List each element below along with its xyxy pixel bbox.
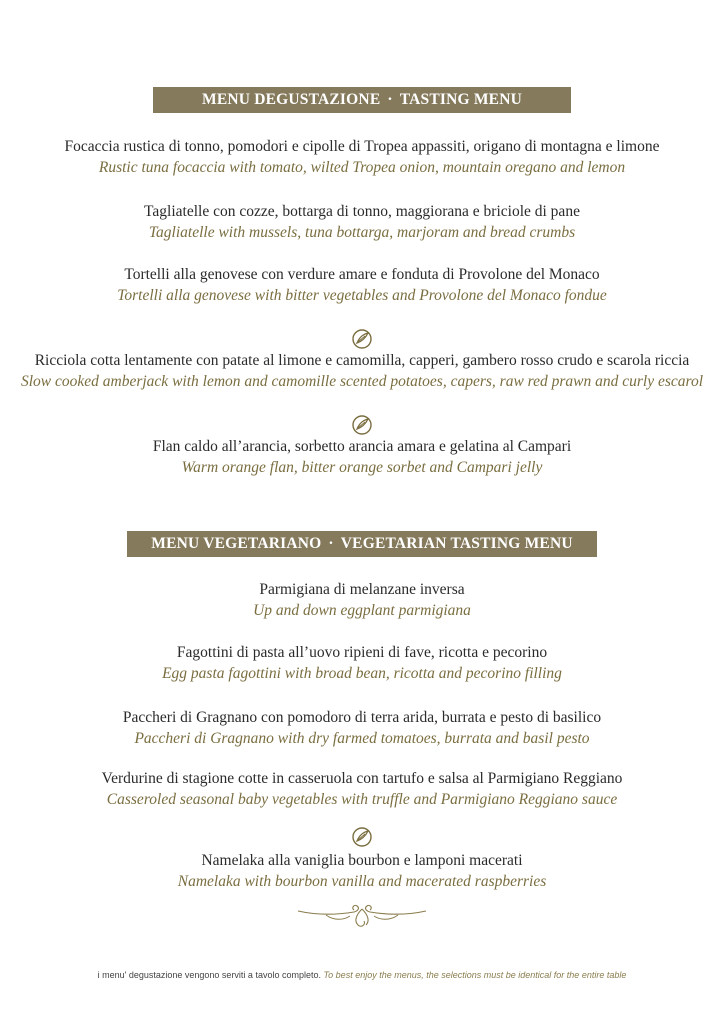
course-name-en: Tagliatelle with mussels, tuna bottarga, marjoram and bread crumbs <box>148 224 576 241</box>
course-name-en: Egg pasta fagottini with broad bean, ricotta and pecorino filling <box>162 665 562 682</box>
leaf-ornament-icon <box>351 414 373 436</box>
course-name-en: Up and down eggplant parmigiana <box>253 602 471 619</box>
course-name-it: Namelaka alla vaniglia bourbon e lamponi macerati <box>201 852 523 869</box>
course-name-en: Namelaka with bourbon vanilla and macerated raspberries <box>177 873 547 890</box>
course-name-it: Tagliatelle con cozze, bottarga di tonno, maggiorana e briciole di pane <box>144 203 580 220</box>
vegetarian-title-separator: · <box>328 535 334 552</box>
tasting-title-it: MENU DEGUSTAZIONE <box>201 91 381 108</box>
vegetarian-course-1 <box>0 580 724 622</box>
vegetarian-course-3 <box>0 708 724 750</box>
vegetarian-title-en: VEGETARIAN TASTING MENU <box>340 535 573 552</box>
course-name-en: Casseroled seasonal baby vegetables with truffle and Parmigiano Reggiano sauce <box>106 791 618 808</box>
course-name-it: Ricciola cotta lentamente con patate al limone e camomilla, capperi, gambero rosso crudo e scarola riccia <box>34 352 690 369</box>
tasting-course-5 <box>0 437 724 479</box>
vegetarian-course-2 <box>0 643 724 685</box>
course-name-en: Slow cooked amberjack with lemon and camomille scented potatoes, capers, raw red prawn and curly escarol <box>20 373 704 390</box>
tasting-title-en: TASTING MENU <box>399 91 522 108</box>
course-name-it: Tortelli alla genovese con verdure amare e fonduta di Provolone del Monaco <box>124 266 600 283</box>
tasting-course-3 <box>0 265 724 307</box>
course-name-it: Verdurine di stagione cotte in casseruola con tartufo e salsa al Parmigiano Reggiano <box>101 770 623 787</box>
vegetarian-course-4 <box>0 769 724 811</box>
course-name-it: Flan caldo all’arancia, sorbetto arancia amara e gelatina al Campari <box>152 438 572 455</box>
tasting-course-2 <box>0 202 724 244</box>
vegetarian-menu-banner <box>127 531 597 557</box>
footer-note-it: i menu' degustazione vengono serviti a tavolo completo. <box>97 970 321 980</box>
tasting-course-4 <box>0 351 724 393</box>
leaf-ornament-icon <box>351 826 373 848</box>
course-name-it: Parmigiana di melanzane inversa <box>259 581 465 598</box>
leaf-ornament-icon <box>351 328 373 350</box>
footer-note <box>0 970 724 980</box>
course-name-en: Warm orange flan, bitter orange sorbet and Campari jelly <box>181 459 543 476</box>
course-name-it: Paccheri di Gragnano con pomodoro di terra arida, burrata e pesto di basilico <box>122 709 602 726</box>
flourish-icon <box>296 901 428 931</box>
course-name-it: Focaccia rustica di tonno, pomodori e cipolle di Tropea appassiti, origano di montagna e limone <box>64 138 660 155</box>
tasting-title-separator: · <box>387 91 393 108</box>
tasting-menu-banner <box>153 87 571 113</box>
course-name-it: Fagottini di pasta all’uovo ripieni di fave, ricotta e pecorino <box>176 644 548 661</box>
tasting-course-1 <box>0 137 724 179</box>
course-name-en: Tortelli alla genovese with bitter vegetables and Provolone del Monaco fondue <box>117 287 607 304</box>
footer-note-en: To best enjoy the menus, the selections must be identical for the entire table <box>323 970 627 980</box>
course-name-en: Paccheri di Gragnano with dry farmed tomatoes, burrata and basil pesto <box>134 730 590 747</box>
vegetarian-title-it: MENU VEGETARIANO <box>151 535 322 552</box>
course-name-en: Rustic tuna focaccia with tomato, wilted Tropea onion, mountain oregano and lemon <box>98 159 626 176</box>
vegetarian-course-5 <box>0 851 724 893</box>
